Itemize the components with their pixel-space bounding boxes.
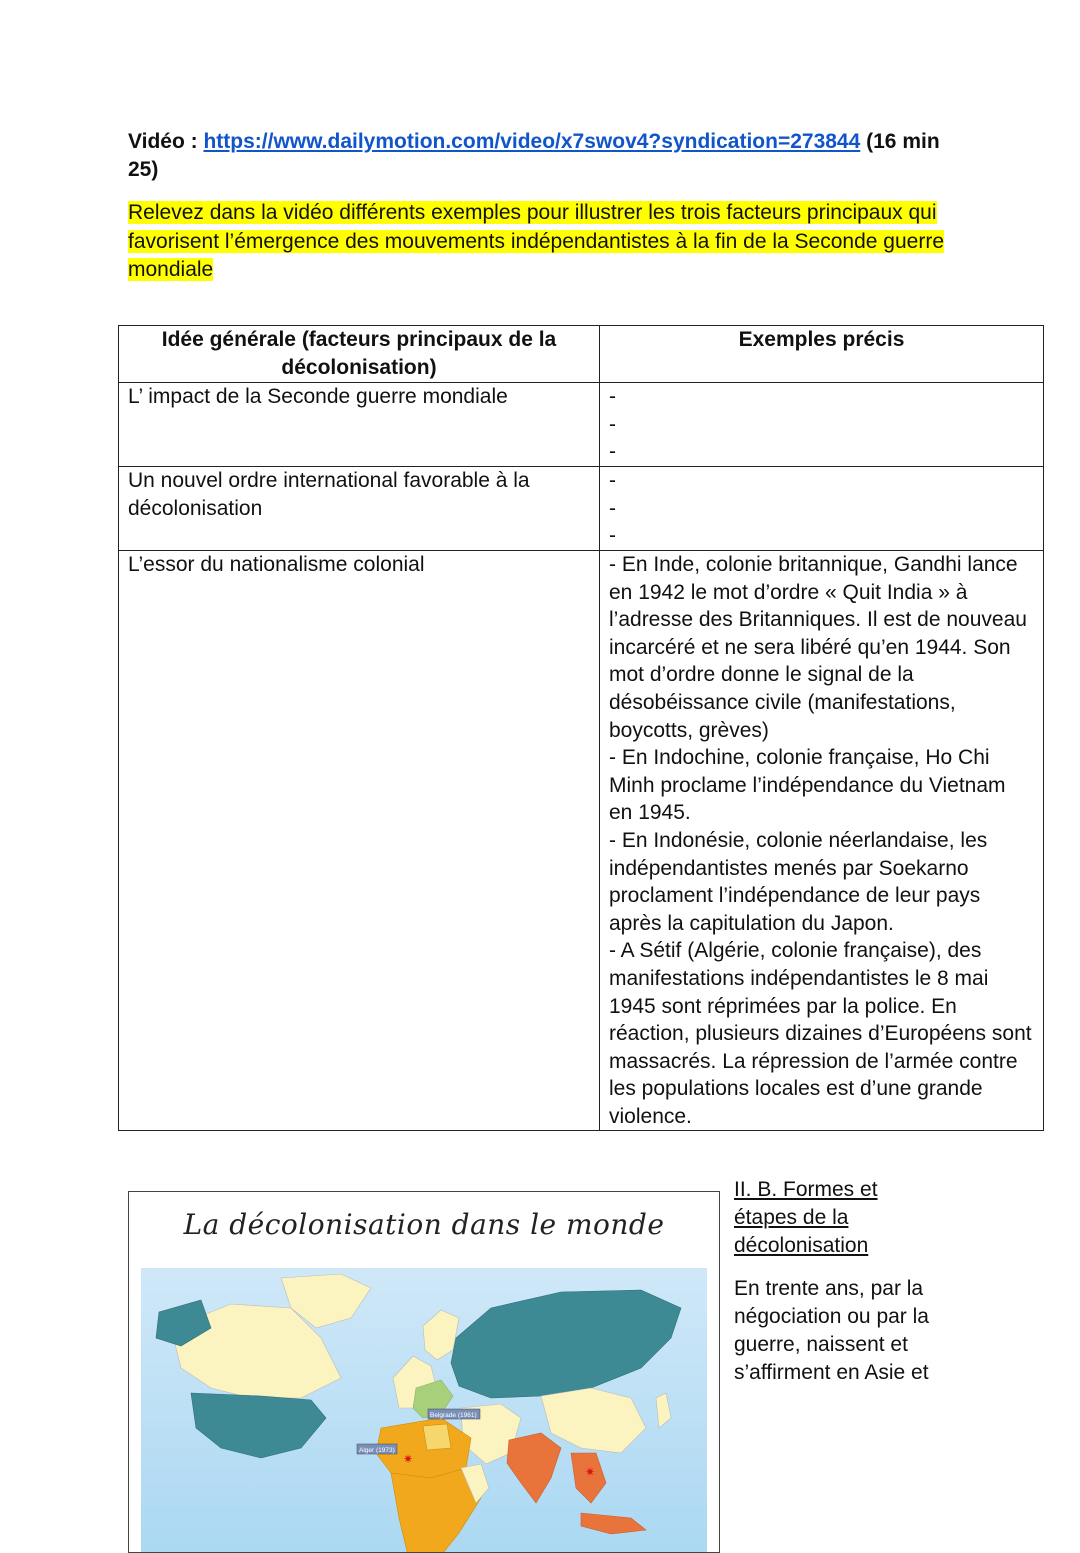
map-usa <box>191 1393 326 1458</box>
video-label: Vidéo : <box>128 130 204 153</box>
idea-cell: Un nouvel ordre international favorable à la décolonisation <box>119 467 600 551</box>
video-link[interactable]: https://www.dailymotion.com/video/x7swov4?syndication=273844 <box>203 130 861 153</box>
empty-bullet: - <box>609 469 616 492</box>
table-row <box>119 467 1044 551</box>
examples-cell <box>600 383 1044 467</box>
map-japan <box>656 1393 671 1428</box>
example-indochina: - En Indochine, colonie française, Ho Chi Minh proclame l’indépendance du Vietnam en 1945. <box>609 746 1006 825</box>
conflict-star-icon: ✷ <box>403 1452 414 1466</box>
table-row <box>119 383 1044 467</box>
table-header-row <box>119 326 1044 383</box>
map-title: La décolonisation dans le monde <box>183 1208 665 1241</box>
empty-bullet: - <box>609 440 616 464</box>
section-heading: II. B. Formes et étapes de la décolonisation <box>734 1178 878 1257</box>
table-row <box>119 551 1044 1131</box>
idea-cell: L’essor du nationalisme colonial <box>119 551 600 1131</box>
empty-bullet: - <box>609 496 616 520</box>
video-reference <box>128 128 948 184</box>
map-libya <box>423 1424 451 1450</box>
map-indonesia <box>581 1513 646 1534</box>
section-intro-text: En trente ans, par la négociation ou par la guerre, naissent et s’affirment en Asie et <box>734 1277 929 1384</box>
map-south-asia <box>507 1433 561 1503</box>
idea-cell: L’ impact de la Seconde guerre mondiale <box>119 383 600 467</box>
world-map-svg <box>141 1268 707 1553</box>
world-map-image <box>141 1268 707 1553</box>
examples-cell <box>600 551 1044 1131</box>
header-precise-examples: Exemples précis <box>600 326 1044 383</box>
factors-table <box>118 325 1044 1131</box>
decolonization-map <box>128 1191 720 1553</box>
empty-bullet: - <box>609 524 616 548</box>
empty-bullet: - <box>609 412 616 436</box>
label-belgrade: Belgrade (1961) <box>430 1412 477 1419</box>
video-duration: (16 min 25) <box>128 130 940 181</box>
example-indonesia: - En Indonésie, colonie néerlandaise, les indépendantistes menés par Soekarno proclament l’indépendance de leur pays après la capitulation du Japon. <box>609 828 988 935</box>
instruction-highlight: Relevez dans la vidéo différents exemples pour illustrer les trois facteurs principaux qui favorisent l’émergence des mouvements indépendantistes à la fin de la Seconde guerre mondiale <box>128 201 944 281</box>
instruction-text <box>128 199 958 285</box>
example-setif: - A Sétif (Algérie, colonie française), des manifestations indépendantistes le 8 mai 1945 sont réprimées par la police. En réaction, plusieurs dizaines d’Européens sont massacrés. La répression de l’armée contre les populations locales est d’une grande violence. <box>609 939 1032 1128</box>
header-general-idea: Idée générale (facteurs principaux de la décolonisation) <box>119 326 600 383</box>
map-china <box>541 1388 646 1453</box>
label-alger: Alger (1973) <box>359 1447 395 1454</box>
example-india: - En Inde, colonie britannique, Gandhi lance en 1942 le mot d’ordre « Quit India » à l’adresse des Britanniques. Il est de nouveau incarcéré et ne sera libéré qu’en 1944. Son mot d’ordre donne le signal de la désobéissance civile (manifestations, boycotts, grèves) <box>609 553 1027 742</box>
map-ussr <box>451 1290 681 1398</box>
conflict-star-icon: ✷ <box>585 1465 596 1479</box>
empty-bullet: - <box>609 385 616 408</box>
examples-cell <box>600 467 1044 551</box>
